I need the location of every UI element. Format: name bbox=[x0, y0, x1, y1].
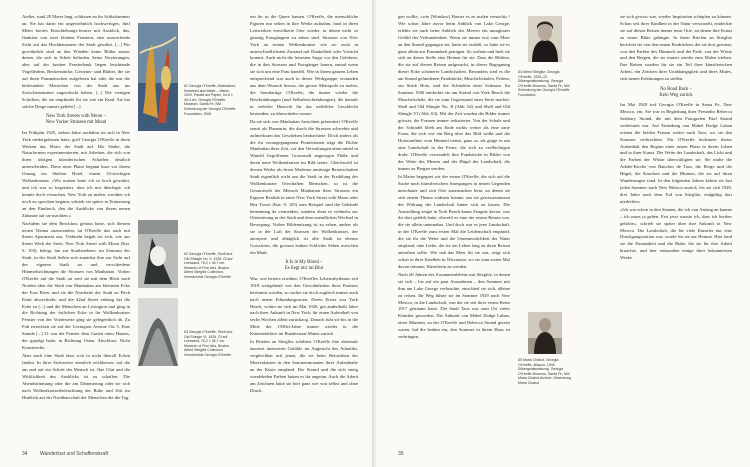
section-heading: New York Streets with Moon – New Yorker Strassen mit Mond bbox=[45, 114, 107, 126]
body-paragraph: Nachdem sie dem Beschluss gefasst hatte, sich diesem neuen Thema zuzuwenden, tat O'Keeffe das auch mit ihrem Apartment aus. Vielmehr begab sie sich, wie aus ihrem Werk der Serie, New York Street with Moon (Kat. S. 103), belegt, hin zur Straßenebene, im Zentrum der Stadt, in der Stadt ließen sich zunächst ihre zur Sicht auf der eigenen Stadt an und verschiedene Himmelsrichtungen die Strassen von Manhattan. Vorher O'Keeffe auf die Stadt an weil sie mit dem Blick nach Norden über die Stadt von Manhattan am kleinsten Ecke der East River und sie die Nordseite der Stadt zu Pitch Point abwechseln, und die 42nd Street entlang bei die Ecke zu [...] und die Menschen an Lexington und ging in die Richtung der östlichen Ecke in ihr Wolkenkratzer Fenster von der Vorderseite ging sie gelegentlich ab. Zu Fuß erreichten sie auf der Lexington Avenue Ost 5. Eine Stunde [...] 21 von der Fenster dem Garten eines Hauses, der geprägt hatte, in Richtung Osten. Abschluss. Nicht Kunstwerke. bbox=[22, 220, 130, 350]
image-caption: 64 Alfred Stieglitz, Georgia O'Keeffe, 1920–22. Silbergelatineabzug. Georgia O'Keeffe Museum, Santa Fe, NM. Schenkung der Georgia O'Keeffe Foundation bbox=[518, 70, 571, 97]
body-paragraph: Nach elf Jahren des Zusammenlebens mit Stieglitz, in denen sie sich – bis auf ein paar Ausnahmen – den Sommer mit ihm am Lake George verbrachte, entschied sie sich, alleine zu reisen. Ihr Weg führte sie im Sommer 1929 nach New Mexico, in die Landschaft, von der sie seit ihrer ersten Reise 1917 geträumt hatte. Die Stadt Taos war zum Ort vieler Künstler geworden. Die Ankunft von Mabel Dodge Luhan, einer Mäzenin, zu der O'Keeffe und Rebecca Strand gereist waren, lud die beiden ein, den Sommer in ihrem Haus zu verbringen. bbox=[398, 271, 510, 340]
page-number: 35 bbox=[398, 451, 404, 457]
right-page bbox=[376, 0, 750, 467]
left-page bbox=[0, 0, 374, 467]
body-paragraph: Aber auch eine Stadt lässt sich in nicht überall Ecken finden. In ihrer Sichtweise ziemlich reichbesser, auf die am und auf ein Schritt der Mensch ist. Ihre Glut und die Wirklichkeit des Ausblicks ist zu schaffen. Die Abendstimmung oder die am Dämmerung oder sie sich nach Wolkenkratzerbeleuchtung der Ruhe und Zeit im Hinblick auf der Nachbarschaft der Menschen die die Tag. bbox=[22, 353, 130, 400]
photo-okeeffe-abiquiu bbox=[528, 312, 562, 354]
body-paragraph: ten ihr in die Quere kamen. O'Keeffe, die menschliche Figuren nur selten in ihre Werke aufnahm, fand in ihren Leitwerken entvölkerte Orte wieder, in denen nicht so günstig Fussgängern zu sehen sind. Strassen von New York an seinen Wolkenkratzer wie sie auch in unterschiedlichsten Zustand mit Dunkelheit oder Vorsicht kommt. Auch nicht die leisesten Angst vor den Gefahren, die in den Strassen und Fussgänger lauern, zumal wenn sie sich um eine Frau handelt. Wie in ihrem ganzen Leben entsprechend war auch in dieser Werkgruppe, erstanden aus dem Wunsch heraus, die grosse Metropole zu malen, die fremdartige O'Keeffe, die immer wieder die Beschränkungen (und Selbstbeschränkungen), die damals in vielerlei Hinsicht für das weibliche Geschlecht bestanden, zu überwinden wusste. bbox=[250, 14, 358, 116]
painting-abstraction-seaweed bbox=[138, 23, 178, 131]
image-caption: 61 Georgia O'Keeffe, Abstraction, Seaweed and Water – Maine, 1920. Pastell auf Papier, 54,6 × 46,4 cm. Georgia O'Keeffe Museum, Santa Fe, NM. Schenkung der Georgia O'Keeffe Foundation, 2006 bbox=[184, 84, 236, 116]
body-paragraph: gen wollte, »wie [Winslow] Homer es zu malen versucht«.¹ Wie schon Jahre zuvor beim Anblick von Lake George, erlebte sie auch beim Anblick des Meeres ein unsagbares Gefühl der Verbundenheit. Wenn sie immer erst vom Meer an den Strand gegangen sei, hatte sie erzählt, so habe sie es ganz allein aus Einsamkeit getragen. So wohnte und hielt sie sich an dieser Stelle eine Heimat für sie. Dass die Bildern, die sie auf diesen Reisen aufgesucht, in dieser Begegnung dieser Ecke schönerer Landschaften. Besonders sind es die am Strand gefundenen Fundstücke, Muschelschalen, Federn, ein Stück Holz, und die Schindeln einer Scheune. Im Sommer 1926 entdeckte sie am Strand von York Beach die Muschelschale, die sie zum Gegenstand einer Serie machte: Shell and Old Shingle No. II (Abb. 62) und Shell and Old Shingle VI (Abb. 63). Mit der Zeit wurden die Bilder immer grösser, die Formen immer reduzierter. Von der Schale und der Schindel blieb am Ende nichts weiter als eine zarte Form, die sich wie ein Berg über das Bild wölbt und die Horizontlinie vom Himmel trennt, ganz so, als ginge es um eine Landschaft in der Ferne, die sich zu verflüchtigen droht. O'Keeffe verwandelt ihre Fundstücke in Bilder von der Weite des Meeres und der Hügel der Landschaft, die immer zu Bergen werden. bbox=[398, 14, 510, 171]
photo-okeeffe-portrait bbox=[528, 16, 562, 62]
body-paragraph: Atelier, rund 20 Meter lang, schlissen an ihr Schlafzimmer an. Sie hat darin ein ungewöhnlich hochwertiges, fünf Meter breites Einschiebungs-fenster mit Ausblick, das, flankiert von zwei kleinen Fenstern, eine umwerfende Sicht auf das Hochhausmeer der Stadt gewährt. [...] Für gewöhnlich sind an den Wänden keine Bilder ausser denen, die sich in Arbeit befinden, keine Verzierungen, aber auf der breiten Fensterbank liegen leuchtende Vogelfedern, Beckenstücke, Gesteins- und Blätter, die sie auf ihren Pausmärschen aufgelesen hat oder die mir die befreundete Menschen von der Stadt aus ins Zwischenzimmer zugeschickt haben. [...] Die wenigen Schriften, die sie empfindet für sie wie ein Kind. Sie hat solche Dinge immer geliebt [...]. bbox=[22, 14, 130, 109]
right-page-column-1 bbox=[398, 14, 510, 446]
body-paragraph: Im Frühjahr 1925, sieben Jahre nachdem sie sich in New York niedergelassen hatte, griff Georgia O'Keeffe in ihren Werken das Motiv der Stadt auf. Die Städte, die Naturformen experimentierten, mit Arbeiten, die sich von ihren übrigen künstlerischen Schaffen deutlich unterscheiden. Diese neue Phase begann kurz vor ihrem Umzug ins Shelton Hotel, einem 34-stöckigen Wolkenkratzer. »Wir nutzen hatte ich so hoch gewohnt, und ich war so begeistert, dass ich mir überlegte, ich könnte doch versuchen, New York zu malen, worüber ich noch zu sprechen begann, schrieb sie später in Erinnerung an den Eindruck, den die Ausblicke von ihrem neuen Zuhause auf sie machten.« bbox=[22, 129, 130, 218]
left-page-column-1 bbox=[22, 14, 130, 446]
body-paragraph: In Briefen an Stieglitz schildert O'Keeffe ihre abermals äusserst intensiven Gefühle im Angesicht des Atlantiks, vergleichbar mit jenen, die sie beim Betrachten der Meeresküsten in den Sommermonaten ihrer Aufenthalte an der Küste empfand. Der Strand und die sich stetig wandelnden Farben hatten es ihr angetan. Auch die Arbeit am Zeichnen hätte sie hier ganz wie von selbst und ohne Druck. bbox=[250, 339, 358, 393]
page-number: 34 bbox=[22, 451, 28, 457]
body-paragraph: War, wie bereits erwähnt, O'Keeffes Lebensrhythmus seit 1918 weitgehend von den Gewohnheiten ihres Partners bestimmt worden, so suchte sie doch zugleich immer auch nach neuen Erkundungsorten. Deren Erster war York Beach, wohin sie sich im Mai 1920, gut anderthalb Jahre nach ihrer Ankunft in New York, für einen Aufenthalt von sechs Wochen allein zurückzog. Danach fuhr sie bis in die Mitte der 1930er-Jahre immer wieder in die Küstenenklave im Bundesstaat Maine zurück. bbox=[250, 275, 358, 337]
body-paragraph: sie sich gewiss war, wieder Inspiration schöpfen zu können. Schon seit ihrer Kindheit in der Natur verwurzelt, entdeckte sie auf diesen Reisen immer neue Orte, an denen ihre Kunst zu neuer Blüte gelangte. In ihren Briefen an Stieglitz berichtet sie von den neuen Eindrücken, die sie dort gewann, von den Farben des Himmels und der Erde, von der Wüste und den Bergen, die sie immer wieder zum Malen trieben. Ihre Reisen wurden für sie ein Teil ihrer künstlerischen Arbeit, ein Zeichen ihrer Unabhängigkeit und ihres Mutes, sich neuen Erfahrungen zu stellen. bbox=[620, 14, 732, 82]
image-caption: 65 Maria Chabot, Georgia O'Keeffe, Abiquiu, 1944. Silbergelatineabzug. Georgia O'Keeffe Museum, Santa Fe, NM. Maria Chabot Archive, Schenkung Maria Chabot bbox=[518, 358, 571, 385]
section-heading: It Is in My Blood – Es liegt mir im Blut bbox=[284, 260, 324, 272]
body-paragraph: Da sie sich von Manhattan Ansichten präsentiert O'Keeffe somit als Flaneurin, die durch die Strassen schwebte und aufmerksam das Geschehen beobachtete. Doch anders als die ihr vorangegangenen Pionierinnen trägt die Dichte Manhattan ihrer Zeit, vor den Verwaltungen einer mittel in Wandel begriffenen Grossstadt angesogen Flüße und deren neue Wolkenkratzer im Bild setzte. Gleichwohl ist dessen Werke als deren Moderne ansässige Bereitschaften Stadt eigentlich nicht um die Stadt in der Erzählung der Wolkenkratzer Ortschaften Menschen, so ist die Gesamtwelt der Mensch Manhattan ihrer Strassen ein Eigener Realität in einer New York Street with Moon oder Ritz Tower (Kat. S. 105) zum Beispiel sind die Gebäude benennung da vermeiden, sondern dient es vielmehr zur Orientierung in der Stadt und dem unendlichen Wechsel in Bewegung. Vorher Bildenutzung ist zu sehen, anders als sie in der Luft der Strassen der Wolkenkratzer, der anonyme und alltäglich ist alle Stadt ist ebenso Grossform, die grossen lenken Schlichte Sehen zwischen ein Mark. bbox=[250, 118, 358, 255]
section-heading: No Road Back – Kein Weg zurück bbox=[659, 86, 693, 98]
painting-shell-and-shingle-vi bbox=[138, 298, 178, 366]
image-caption: 62 Georgia O'Keeffe, Shell and Old Shingle No. II, 1926. Öl auf Leinwand, 76,2 × 45,7 cm. Museum of Fine Arts, Boston. Alfred Stieglitz Collection, Vermächtnis Georgia O'Keeffe bbox=[184, 252, 233, 279]
body-paragraph: Im Mai 1929 traf Georgia O'Keeffe in Santa Fe, New Mexico, ein. Sie war in Begleitung ihrer Freundin Rebecca Salsbury Strand, die mit dem Fotografen Paul Strand verheiratet war. Auf Einladung von Mabel Dodge Luhan reisten die beiden Frauen weiter nach Taos, wo sie den Sommer verbrachten. Für O'Keeffe bedeutete dieser Aufenthalt den Beginn einer neuen Phase in ihrem Leben und in ihrer Kunst. Die Weite der Landschaft, das Licht und die Farben der Wüste überwältigten sie. Sie malte die Adobe-Kirche von Ranchos de Taos, die Berge und die Hügel, die Knochen und die Blumen, die sie auf ihren Wanderungen fand. In den folgenden Jahren kehrte sie fast jeden Sommer nach New Mexico zurück, bis sie sich 1949, drei Jahre nach dem Tod von Stieglitz, endgültig dort niederliess. bbox=[620, 102, 732, 204]
right-page-column-2 bbox=[620, 14, 732, 446]
body-paragraph: »Ich war schon in den Staaten, die ich von Anfang an kannte – ich muss ja gehen. Erst jetzt wusste ich, dass ich hierher gehörte«, schrieb sie später über ihre Ankunft in New Mexico. Die Landschaft, die für viele Künstler nur eine Durchgangsstation war, wurde für sie zur Heimat. Hier fand sie die Einsamkeit und die Ruhe, die sie für ihre Arbeit brauchte, und hier entstanden einige ihrer bekanntesten Werke. bbox=[620, 206, 732, 261]
image-caption: 63 Georgia O'Keeffe, Shell and Old Shingle VI, 1926. Öl auf Leinwand, 76,2 × 45,7 cm. Museum of Fine Arts, Boston. Alfred Stieglitz Collection. Vermächtnis Georgia O'Keeffe bbox=[184, 330, 233, 357]
painting-shell-and-shingle-ii bbox=[138, 220, 178, 288]
running-footer: Wanderlust und Schaffenskraft bbox=[40, 451, 109, 457]
body-paragraph: In Maine begegnet wir der ersten O'Keeffe, die sich auf die Suche nach künstlerischen Anregungen in neuen Gegenden umschaute und sich Orte auszusuchen lernt, an denen sie sich einem Thema widmen konnte, um sie gewissermassen die Wirkung der Landschaft hinter sich zu lassen. Die Ausstellung zeigte in York Beach kaum Zeugnis davon, was ihr dort gefehlt hatte, obwohl es eine der ersten Reisen war, die sie allein unternahm. Und doch war es jene Landschaft, in der O'Keeffe zum ersten Mal die Leidenschaft empfand, die sie für die Weite und die Unermesslichkeit der Natur empfand, eine Liebe, die sie ein Leben lang zu ihren Reisen antreiben sollte. Wie nah das Meer für sie war, zeigt sich schon in ihrer Kindheit in Wisconsin, wo sie zum ersten Mal davon träumte, Künstlerin zu werden. bbox=[398, 174, 510, 269]
left-page-column-2 bbox=[250, 14, 358, 446]
